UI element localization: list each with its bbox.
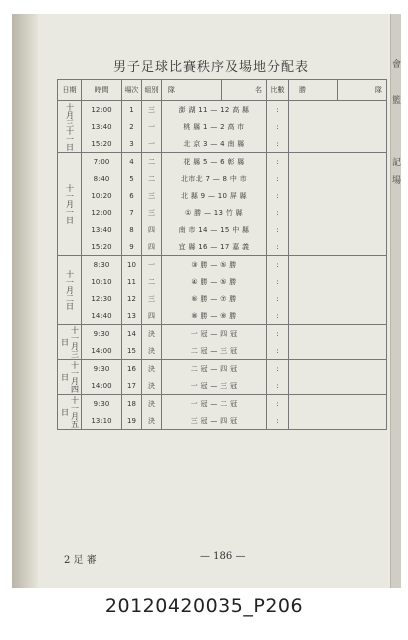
teams-cell: 二 冠 — 三 冠 [162, 342, 267, 360]
table-row [58, 395, 387, 413]
teams-cell: 二 冠 — 四 冠 [162, 360, 267, 378]
header-winner-right: 隊 [338, 80, 387, 101]
header-winner-left: 勝 [289, 80, 338, 101]
time-cell: 8:40 [82, 170, 122, 187]
group-cell: 決 [142, 342, 162, 360]
winner-cell [289, 101, 387, 119]
image-caption: 20120420035_P206 [104, 595, 304, 617]
group-cell: 一 [142, 256, 162, 274]
group-cell: 決 [142, 377, 162, 395]
group-cell: 三 [142, 290, 162, 307]
group-cell: 三 [142, 204, 162, 221]
teams-cell: 一 冠 — 二 冠 [162, 395, 267, 413]
score-cell: : [267, 118, 289, 135]
score-cell: : [267, 238, 289, 256]
time-cell: 10:10 [82, 273, 122, 290]
score-cell: : [267, 395, 289, 413]
score-cell: : [267, 153, 289, 171]
group-cell: 二 [142, 153, 162, 171]
table-row [58, 170, 387, 187]
score-cell: : [267, 204, 289, 221]
table-row [58, 377, 387, 395]
match-no-cell: 13 [122, 307, 142, 325]
score-cell: : [267, 221, 289, 238]
score-cell: : [267, 170, 289, 187]
date-cell: 十月三十一日 [58, 101, 82, 153]
page-title: 男子足球比賽秩序及場地分配表 [112, 60, 309, 75]
winner-cell [289, 395, 387, 413]
teams-cell: 宜 縣 16 — 17 嘉 義 [162, 238, 267, 256]
match-no-cell: 5 [122, 170, 142, 187]
group-cell: 二 [142, 170, 162, 187]
date-cell: 十一月二日 [58, 256, 82, 325]
header-date: 日期 [58, 80, 82, 101]
side-char: 會 [392, 60, 402, 70]
time-cell: 13:10 [82, 412, 122, 430]
date-cell: 十一月三日 [58, 325, 82, 360]
match-no-cell: 8 [122, 221, 142, 238]
group-cell: 三 [142, 187, 162, 204]
winner-cell [289, 221, 387, 238]
winner-cell [289, 118, 387, 135]
time-cell: 9:30 [82, 395, 122, 413]
teams-cell: ③ 勝 — ⑤ 勝 [162, 256, 267, 274]
time-cell: 14:00 [82, 377, 122, 395]
schedule-body [58, 101, 387, 430]
table-row [58, 256, 387, 274]
time-cell: 15:20 [82, 238, 122, 256]
date-cell: 十一月一日 [58, 153, 82, 256]
table-row [58, 238, 387, 256]
match-no-cell: 15 [122, 342, 142, 360]
score-cell: : [267, 290, 289, 307]
table-row [58, 118, 387, 135]
teams-cell: 北 京 3 — 4 南 縣 [162, 135, 267, 153]
match-no-cell: 12 [122, 290, 142, 307]
time-cell: 12:00 [82, 101, 122, 119]
winner-cell [289, 412, 387, 430]
teams-cell: 南 市 14 — 15 中 縣 [162, 221, 267, 238]
group-cell: 三 [142, 101, 162, 119]
match-no-cell: 6 [122, 187, 142, 204]
header-team-right: 名 [222, 80, 267, 101]
time-cell: 14:00 [82, 342, 122, 360]
winner-cell [289, 170, 387, 187]
table-row [58, 342, 387, 360]
match-no-cell: 17 [122, 377, 142, 395]
table-row [58, 307, 387, 325]
schedule-table [57, 79, 387, 430]
score-cell: : [267, 377, 289, 395]
header-group: 組別 [142, 80, 162, 101]
time-cell: 7:00 [82, 153, 122, 171]
winner-cell [289, 153, 387, 171]
time-cell: 8:30 [82, 256, 122, 274]
table-row [58, 273, 387, 290]
side-char: 籃 [392, 96, 402, 106]
winner-cell [289, 273, 387, 290]
group-cell: 一 [142, 135, 162, 153]
winner-cell [289, 256, 387, 274]
teams-cell: 北 縣 9 — 10 屏 縣 [162, 187, 267, 204]
time-cell: 15:20 [82, 135, 122, 153]
score-cell: : [267, 360, 289, 378]
match-no-cell: 14 [122, 325, 142, 343]
teams-cell: 一 冠 — 三 冠 [162, 377, 267, 395]
date-cell: 十一月四日 [58, 360, 82, 395]
match-no-cell: 3 [122, 135, 142, 153]
teams-cell: ① 勝 — 13 竹 縣 [162, 204, 267, 221]
teams-cell: ⑥ 勝 — ⑦ 勝 [162, 290, 267, 307]
score-cell: : [267, 412, 289, 430]
header-match-no: 場次 [122, 80, 142, 101]
header-time: 時間 [82, 80, 122, 101]
score-cell: : [267, 256, 289, 274]
teams-cell: 澎 湖 11 — 12 高 縣 [162, 101, 267, 119]
table-row [58, 360, 387, 378]
date-cell: 十一月五日 [58, 395, 82, 430]
score-cell: : [267, 187, 289, 204]
table-row [58, 325, 387, 343]
match-no-cell: 11 [122, 273, 142, 290]
teams-cell: ⑧ 勝 — ⑨ 勝 [162, 307, 267, 325]
group-cell: 二 [142, 273, 162, 290]
group-cell: 四 [142, 238, 162, 256]
group-cell: 一 [142, 118, 162, 135]
table-row [58, 101, 387, 119]
teams-cell: 桃 縣 1 — 2 高 市 [162, 118, 267, 135]
group-cell: 決 [142, 325, 162, 343]
header-row [58, 80, 387, 101]
teams-cell: 一 冠 — 四 冠 [162, 325, 267, 343]
winner-cell [289, 290, 387, 307]
time-cell: 9:30 [82, 325, 122, 343]
teams-cell: 三 冠 — 四 冠 [162, 412, 267, 430]
time-cell: 13:40 [82, 221, 122, 238]
winner-cell [289, 187, 387, 204]
header-team-left: 隊 [162, 80, 222, 101]
match-no-cell: 18 [122, 395, 142, 413]
group-cell: 四 [142, 307, 162, 325]
match-no-cell: 7 [122, 204, 142, 221]
match-no-cell: 4 [122, 153, 142, 171]
time-cell: 13:40 [82, 118, 122, 135]
winner-cell [289, 204, 387, 221]
table-row [58, 153, 387, 171]
match-no-cell: 9 [122, 238, 142, 256]
winner-cell [289, 135, 387, 153]
book-gutter [12, 14, 38, 588]
group-cell: 決 [142, 360, 162, 378]
winner-cell [289, 238, 387, 256]
winner-cell [289, 307, 387, 325]
side-char: 記 [392, 158, 402, 168]
page-number: — 186 — [200, 551, 246, 562]
winner-cell [289, 377, 387, 395]
score-cell: : [267, 273, 289, 290]
score-cell: : [267, 135, 289, 153]
header-score: 比數 [267, 80, 289, 101]
time-cell: 9:30 [82, 360, 122, 378]
score-cell: : [267, 101, 289, 119]
group-cell: 四 [142, 221, 162, 238]
time-cell: 12:00 [82, 204, 122, 221]
table-row [58, 221, 387, 238]
teams-cell: ④ 勝 — ⑤ 勝 [162, 273, 267, 290]
teams-cell: 花 縣 5 — 6 彰 縣 [162, 153, 267, 171]
table-row [58, 204, 387, 221]
time-cell: 12:30 [82, 290, 122, 307]
winner-cell [289, 360, 387, 378]
group-cell: 決 [142, 395, 162, 413]
score-cell: : [267, 325, 289, 343]
time-cell: 14:40 [82, 307, 122, 325]
time-cell: 10:20 [82, 187, 122, 204]
winner-cell [289, 325, 387, 343]
table-row [58, 412, 387, 430]
group-cell: 決 [142, 412, 162, 430]
match-no-cell: 2 [122, 118, 142, 135]
winner-cell [289, 342, 387, 360]
table-row [58, 135, 387, 153]
match-no-cell: 1 [122, 101, 142, 119]
side-char: 場 [392, 176, 402, 186]
teams-cell: 北市北 7 — 8 中 市 [162, 170, 267, 187]
table-row [58, 290, 387, 307]
match-no-cell: 10 [122, 256, 142, 274]
table-row [58, 187, 387, 204]
score-cell: : [267, 342, 289, 360]
footer-mark: 2 足 審 [64, 555, 97, 566]
match-no-cell: 19 [122, 412, 142, 430]
score-cell: : [267, 307, 289, 325]
match-no-cell: 16 [122, 360, 142, 378]
